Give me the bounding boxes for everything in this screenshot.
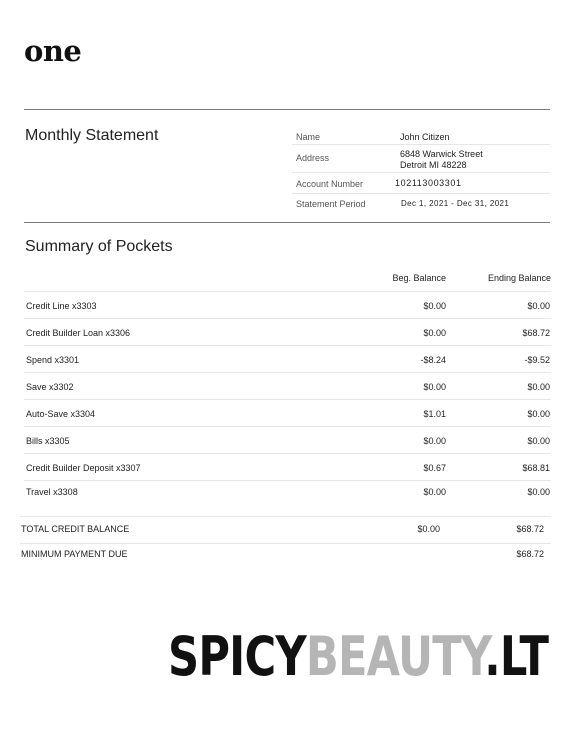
header-divider <box>24 109 550 110</box>
ending-balance: $0.00 <box>527 301 550 311</box>
statement-period-label: Statement Period <box>296 199 366 209</box>
table-row <box>24 318 551 346</box>
totals-divider <box>20 543 551 544</box>
ending-balance: $0.00 <box>527 409 550 419</box>
address-label: Address <box>296 153 330 163</box>
table-row <box>24 480 551 508</box>
statement-title: Monthly Statement <box>25 127 159 144</box>
beg-balance: $0.00 <box>423 436 446 446</box>
beg-balance: $0.67 <box>423 463 446 473</box>
beg-balance: -$8.24 <box>420 355 446 365</box>
pocket-name: Credit Builder Deposit x3307 <box>26 463 141 473</box>
account-number-label: Account Number <box>296 179 364 189</box>
watermark <box>168 624 548 690</box>
ending-balance: $0.00 <box>527 436 550 446</box>
brand-logo: one <box>24 34 82 68</box>
table-row <box>24 453 551 481</box>
pocket-name: Bills x3305 <box>26 436 70 446</box>
watermark-part-lt: .LT <box>484 625 549 688</box>
name-value: John Citizen <box>400 132 450 142</box>
minimum-payment-value: $68.72 <box>516 549 544 559</box>
table-row <box>24 426 551 454</box>
section-divider <box>24 222 550 223</box>
ending-balance: $0.00 <box>527 382 550 392</box>
total-label: TOTAL CREDIT BALANCE <box>21 524 130 534</box>
pocket-name: Save x3302 <box>26 382 74 392</box>
pocket-name: Travel x3308 <box>26 487 78 497</box>
beg-balance: $0.00 <box>423 382 446 392</box>
beg-balance: $0.00 <box>423 328 446 338</box>
name-label: Name <box>296 132 321 142</box>
statement-period-value: Dec 1, 2021 - Dec 31, 2021 <box>401 199 510 208</box>
pocket-name: Spend x3301 <box>26 355 80 365</box>
beg-balance-header: Beg. Balance <box>392 273 446 283</box>
total-ending-balance: $68.72 <box>516 524 544 534</box>
beg-balance: $0.00 <box>423 301 446 311</box>
table-row <box>24 345 551 373</box>
pocket-name: Credit Line x3303 <box>26 301 97 311</box>
watermark-part-beauty: BEAUTY <box>305 625 485 688</box>
beg-balance: $0.00 <box>423 487 446 497</box>
pocket-name: Auto-Save x3304 <box>26 409 96 419</box>
address-line1: 6848 Warwick Street <box>400 149 483 159</box>
address-line2: Detroit MI 48228 <box>400 160 467 170</box>
minimum-payment-label: MINIMUM PAYMENT DUE <box>21 549 128 559</box>
table-row <box>24 399 551 427</box>
ending-balance: $68.72 <box>522 328 550 338</box>
watermark-part-spicy: SPICY <box>168 625 306 688</box>
table-row <box>24 291 551 319</box>
summary-title: Summary of Pockets <box>25 238 173 255</box>
beg-balance: $1.01 <box>423 409 446 419</box>
pocket-name: Credit Builder Loan x3306 <box>26 328 131 338</box>
account-number-value: 102113003301 <box>395 178 462 188</box>
ending-balance: $0.00 <box>527 487 550 497</box>
ending-balance-header: Ending Balance <box>487 273 551 283</box>
ending-balance: -$9.52 <box>524 355 550 365</box>
totals-divider <box>20 516 551 517</box>
table-row <box>24 372 551 400</box>
total-beg-balance: $0.00 <box>417 524 440 534</box>
ending-balance: $68.81 <box>522 463 550 473</box>
